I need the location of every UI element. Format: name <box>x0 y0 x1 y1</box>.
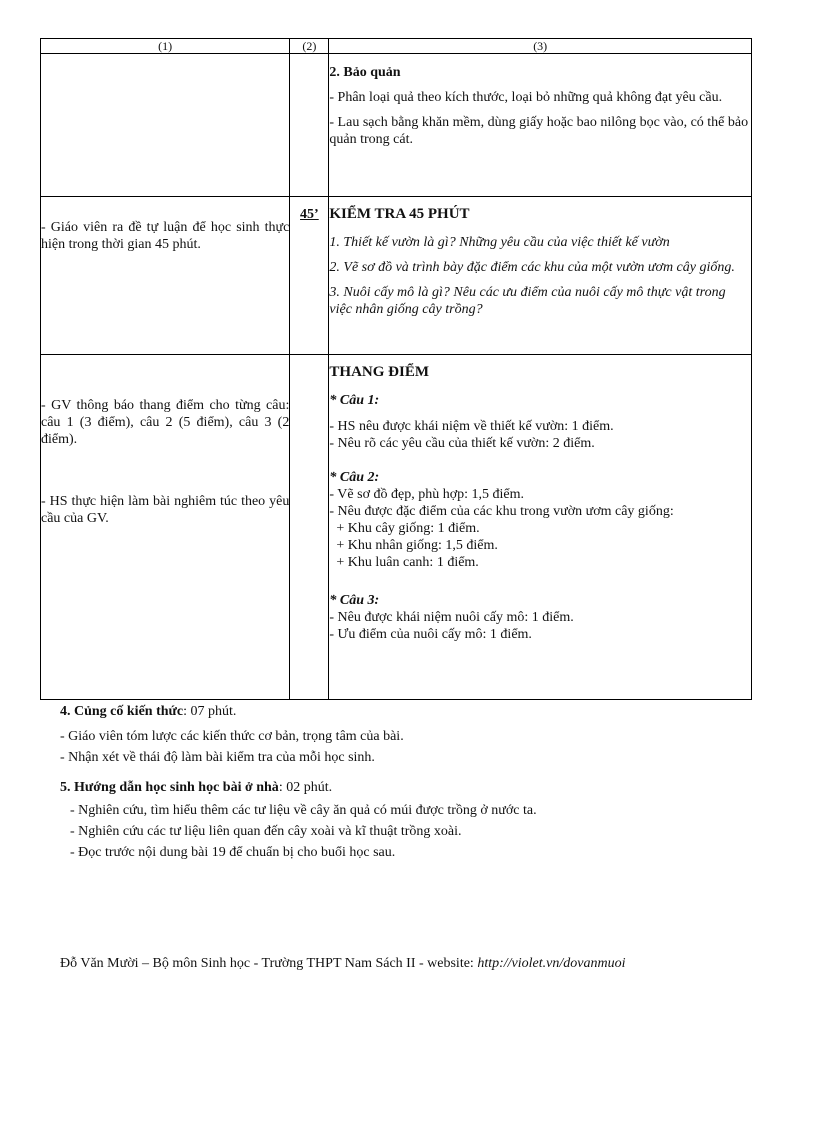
footer-text: Đỗ Văn Mười – Bộ môn Sinh học - Trường THPT Nam Sách II - website: <box>60 956 478 971</box>
table-row <box>41 355 752 700</box>
table-header-row <box>41 39 752 54</box>
q2-label: * Câu 2: <box>329 470 380 485</box>
section-4-line-2: - Nhận xét về thái độ làm bài kiểm tra của mỗi học sinh. <box>60 750 375 765</box>
section-5-line-3: - Đọc trước nội dung bài 19 để chuẩn bị cho buổi học sau. <box>70 845 396 860</box>
exam-question-3: 3. Nuôi cấy mô là gì? Nêu các ưu điểm của nuôi cấy mô thực vật trong việc nhân giống cây trồng? <box>329 285 726 317</box>
row2-col2 <box>290 197 329 355</box>
after-table-sections <box>60 703 760 861</box>
q1-line-1: - HS nêu được khái niệm về thiết kế vườn: 1 điểm. <box>329 419 614 434</box>
student-instruction: - HS thực hiện làm bài nghiêm túc theo yêu cầu của GV. <box>41 494 290 526</box>
q2-line-1: - Vẽ sơ đồ đẹp, phù hợp: 1,5 điểm. <box>329 487 524 502</box>
q2-line-5: + Khu luân canh: 1 điểm. <box>336 555 479 570</box>
section-4-time: : 07 phút. <box>183 704 237 719</box>
table-row <box>41 54 752 197</box>
row1-col3 <box>329 54 752 197</box>
q3-line-2: - Ưu điểm của nuôi cấy mô: 1 điểm. <box>329 627 532 642</box>
page-footer <box>60 955 625 972</box>
header-col-1: (1) <box>41 39 290 54</box>
exam-title: KIỂM TRA 45 PHÚT <box>329 206 470 222</box>
row2-col1 <box>41 197 290 355</box>
q2-line-3: + Khu cây giống: 1 điểm. <box>336 521 480 536</box>
exam-instruction: - Giáo viên ra đề tự luận để học sinh thực hiện trong thời gian 45 phút. <box>41 220 290 252</box>
section-4-heading <box>60 703 760 720</box>
grading-notice: - GV thông báo thang điểm cho từng câu: câu 1 (3 điểm), câu 2 (5 điểm), câu 3 (2 điểm). <box>41 398 290 447</box>
q2-line-4: + Khu nhân giống: 1,5 điểm. <box>336 538 498 553</box>
section-5-line-1: - Nghiên cứu, tìm hiểu thêm các tư liệu về cây ăn quả có múi được trồng ở nước ta. <box>70 803 537 818</box>
lesson-table <box>40 38 752 700</box>
preservation-title: 2. Bảo quản <box>329 65 401 80</box>
row3-col2 <box>290 355 329 700</box>
exam-question-2: 2. Vẽ sơ đồ và trình bày đặc điểm các khu của một vườn ươm cây giống. <box>329 260 735 275</box>
q1-label: * Câu 1: <box>329 393 380 408</box>
row1-col2 <box>290 54 329 197</box>
q3-line-1: - Nêu được khái niệm nuôi cấy mô: 1 điểm. <box>329 610 574 625</box>
section-5-heading <box>60 779 760 796</box>
exam-question-1: 1. Thiết kế vườn là gì? Những yêu cầu của việc thiết kế vườn <box>329 235 670 250</box>
section-4-title: 4. Củng cố kiến thức <box>60 704 184 719</box>
grading-title: THANG ĐIỂM <box>329 364 429 380</box>
time-minutes: 45’ <box>300 207 319 222</box>
section-5-line-2: - Nghiên cứu các tư liệu liên quan đến cây xoài và kĩ thuật trồng xoài. <box>70 824 462 839</box>
row3-col3 <box>329 355 752 700</box>
q2-line-2: - Nêu được đặc điểm của các khu trong vườn ươm cây giống: <box>329 504 674 519</box>
row3-col1 <box>41 355 290 700</box>
q1-line-2: - Nêu rõ các yêu cầu của thiết kế vườn: 2 điểm. <box>329 436 595 451</box>
row2-col3 <box>329 197 752 355</box>
header-col-2: (2) <box>290 39 329 54</box>
q3-label: * Câu 3: <box>329 593 380 608</box>
footer-url[interactable]: http://violet.vn/dovanmuoi <box>477 956 626 971</box>
section-5-title: 5. Hướng dẫn học sinh học bài ở nhà <box>60 780 279 795</box>
section-4-line-1: - Giáo viên tóm lược các kiến thức cơ bản, trọng tâm của bài. <box>60 729 404 744</box>
row1-col1 <box>41 54 290 197</box>
preservation-line-2: - Lau sạch bằng khăn mềm, dùng giấy hoặc bao nilông bọc vào, có thể bảo quản trong cát. <box>329 115 749 147</box>
header-col-3: (3) <box>329 39 752 54</box>
section-5-time: : 02 phút. <box>278 780 333 795</box>
preservation-line-1: - Phân loại quả theo kích thước, loại bỏ những quả không đạt yêu cầu. <box>329 90 723 105</box>
table-row <box>41 197 752 355</box>
